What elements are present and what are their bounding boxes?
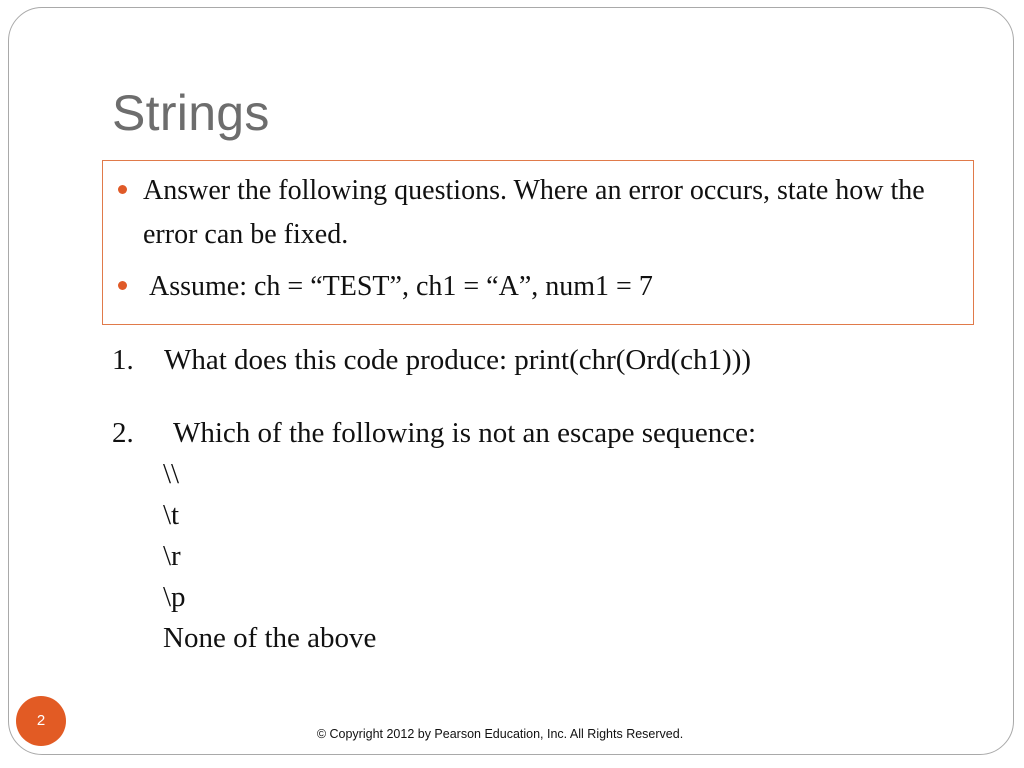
option-item: \t xyxy=(163,499,180,531)
option-item: \r xyxy=(163,540,181,572)
page-number-badge: 2 xyxy=(16,696,66,746)
bullet-icon xyxy=(118,185,127,194)
option-item: \\ xyxy=(163,458,180,490)
question-1-number: 1. xyxy=(112,344,134,376)
question-2-number: 2. xyxy=(112,417,134,449)
question-1-text: What does this code produce: print(chr(Ord(ch1))) xyxy=(164,344,752,376)
bullet-assumptions: Assume: ch = “TEST”, ch1 = “A”, num1 = 7 xyxy=(149,271,653,302)
option-item: None of the above xyxy=(163,622,377,654)
option-item: \p xyxy=(163,581,186,613)
slide-title: Strings xyxy=(112,85,270,141)
question-2-options xyxy=(163,454,376,659)
instructions-box xyxy=(102,160,974,325)
bullet-instructions: Answer the following questions. Where an error occurs, state how the error can be fixed. xyxy=(143,175,925,250)
question-2-text: Which of the following is not an escape sequence: xyxy=(173,417,757,449)
copyright-text: © Copyright 2012 by Pearson Education, Inc. All Rights Reserved. xyxy=(316,727,684,741)
copyright-footer xyxy=(0,727,1000,741)
bullet-icon xyxy=(118,281,127,290)
